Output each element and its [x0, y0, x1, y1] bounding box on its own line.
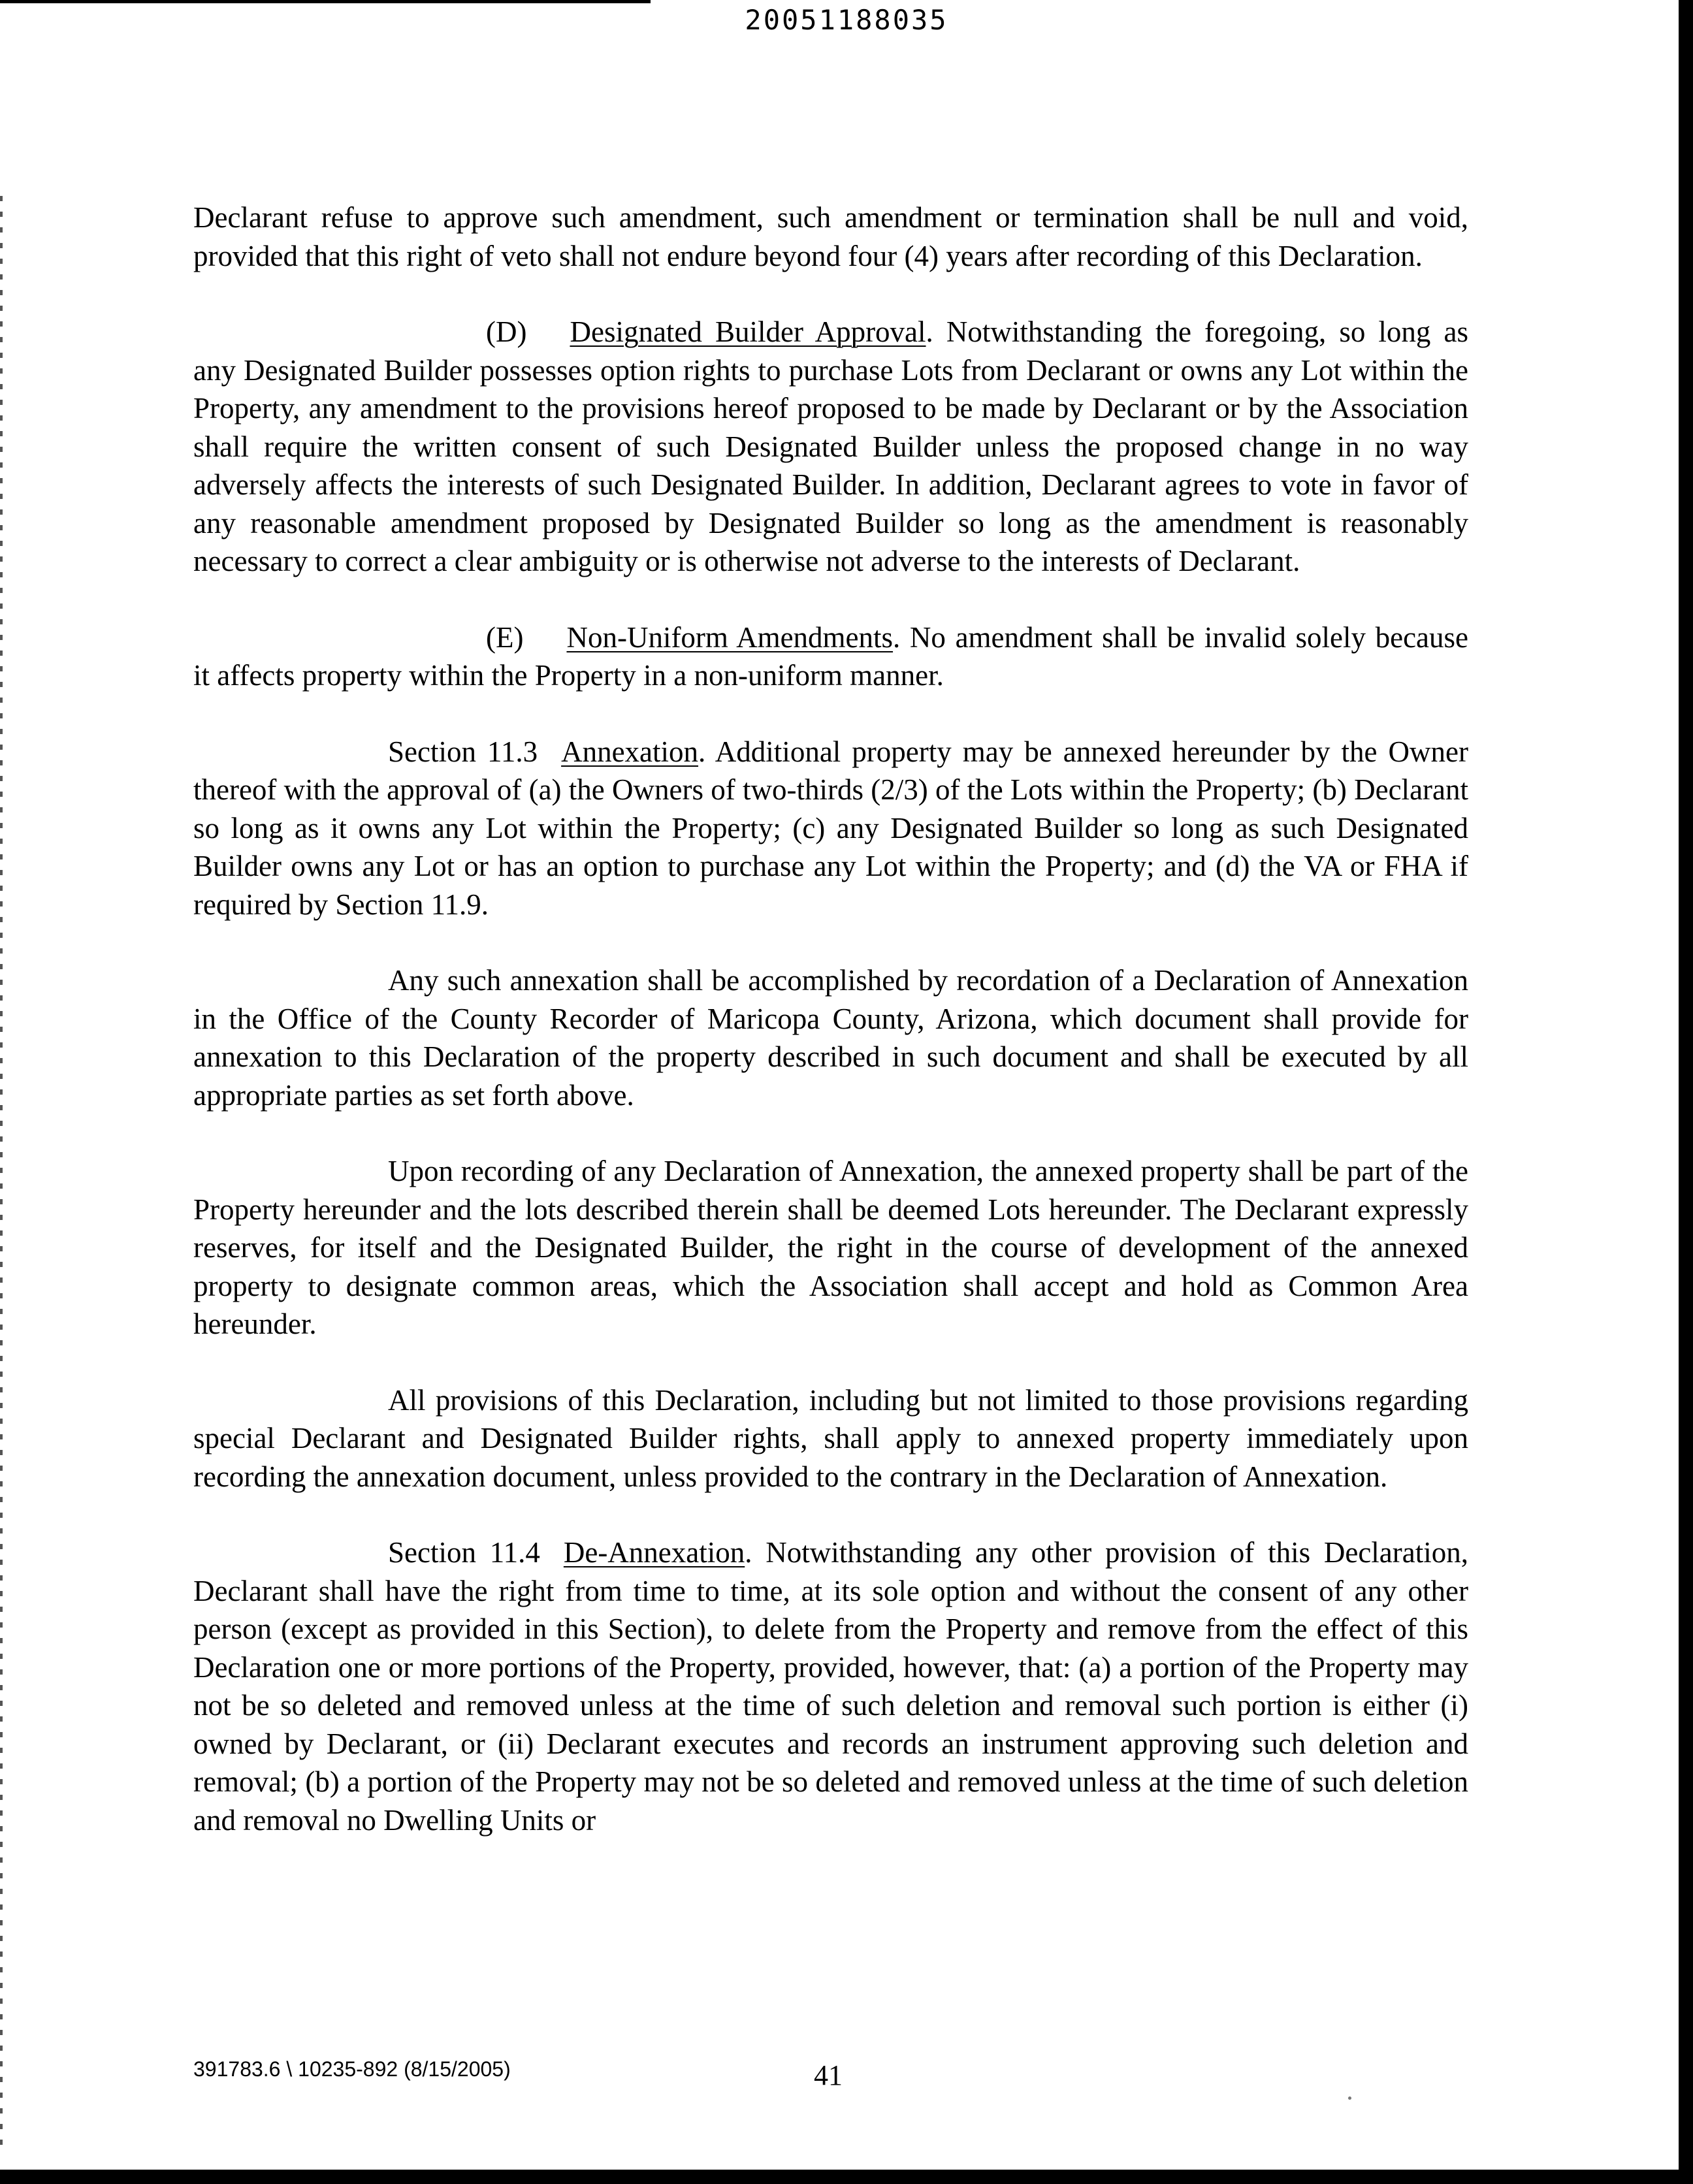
- subsection-label: (D): [486, 315, 527, 348]
- paragraph-designated-builder-approval: [193, 313, 1468, 581]
- subsection-heading: Designated Builder Approval: [570, 315, 926, 348]
- paragraph-annexation-recordation: Any such annexation shall be accomplished by recordation of a Declaration of Annexation in the Office of the County Recorder of Maricopa County, Arizona, which document shall provide for annexation to this Declaration of the property described in such document and shall be executed by all appropriate parties as set forth above.: [193, 964, 1468, 1112]
- subsection-text: . Notwithstanding the foregoing, so long as any Designated Builder possesses option rights to purchase Lots from Declarant or owns any Lot within the Property, any amendment to the provisions hereof proposed to be made by Declarant or by the Association shall require the written consent of such Designated Builder unless the proposed change in no way adversely affects the interests of such Designated Builder. In addition, Declarant agrees to vote in favor of any reasonable amendment proposed by Designated Builder so long as the amendment is reasonably necessary to correct a clear ambiguity or is otherwise not adverse to the interests of Declarant.: [193, 315, 1469, 577]
- paragraph-veto-continuation: Declarant refuse to approve such amendment, such amendment or termination shall be null and void, provided that this right of veto shall not endure beyond four (4) years after recording of this Declaration.: [193, 201, 1468, 272]
- footer-document-reference: 391783.6 \ 10235-892 (8/15/2005): [193, 2057, 511, 2081]
- page-body: [193, 199, 1468, 1877]
- section-text: . Notwithstanding any other provision of this Declaration, Declarant shall have the right from time to time, at its sole option and without the consent of any other person (except as provided in this Section), to delete from the Property and remove from the effect of this Declaration one or more portions of the Property, provided, however, that: (a) a portion of the Property may not be so deleted and removed unless at the time of such deletion and removal such portion is either (i) owned by Declarant, or (ii) Declarant executes and records an instrument approving such deletion and removal; (b) a portion of the Property may not be so deleted and removed unless at the time of such deletion and removal no Dwelling Units or: [193, 1536, 1468, 1837]
- subsection-text: . No amendment shall be invalid solely because it affects property within the Property in a non-uniform manner.: [193, 620, 1469, 692]
- section-text: . Additional property may be annexed hereunder by the Owner thereof with the approval of (a) the Owners of two-thirds (2/3) of the Lots within the Property; (b) Declarant so long as it owns any Lot within the Property; (c) any Designated Builder so long as such Designated Builder owns any Lot or has an option to purchase any Lot within the Property; and (d) the VA or FHA if required by Section 11.9.: [193, 735, 1468, 921]
- subsection-label: (E): [486, 620, 524, 654]
- paragraph-section-11-4-de-annexation: [193, 1534, 1468, 1839]
- subsection-heading: Non-Uniform Amendments: [566, 620, 894, 654]
- section-label: Section 11.3: [388, 735, 538, 768]
- section-heading: De-Annexation: [563, 1536, 745, 1569]
- scan-bottom-border: [0, 2170, 1693, 2184]
- section-heading: Annexation: [561, 735, 699, 768]
- paragraph-annexation-effect: Upon recording of any Declaration of Annexation, the annexed property shall be part of the Property hereunder and the lots described therein shall be deemed Lots hereunder. The Declarant expressly reserves, for itself and the Designated Builder, the right in the course of development of the annexed property to designate common areas, which the Association shall accept and hold as Common Area hereunder.: [193, 1155, 1468, 1340]
- scan-right-border: [1679, 0, 1693, 2184]
- paragraph-section-11-3-annexation: [193, 733, 1468, 924]
- page-number: 41: [814, 2059, 843, 2091]
- paragraph-annexation-provisions: All provisions of this Declaration, including but not limited to those provisions regarding special Declarant and Designated Builder rights, shall apply to annexed property immediately upon recording the annexation document, unless provided to the contrary in the Declaration of Annexation.: [193, 1383, 1468, 1493]
- paragraph-non-uniform-amendments: [193, 618, 1468, 695]
- scan-left-edge-marks: [0, 196, 3, 2155]
- top-rule: [0, 0, 651, 3]
- section-label: Section 11.4: [388, 1536, 540, 1569]
- scan-speck: [1348, 2096, 1351, 2100]
- recording-number: 20051188035: [745, 4, 948, 36]
